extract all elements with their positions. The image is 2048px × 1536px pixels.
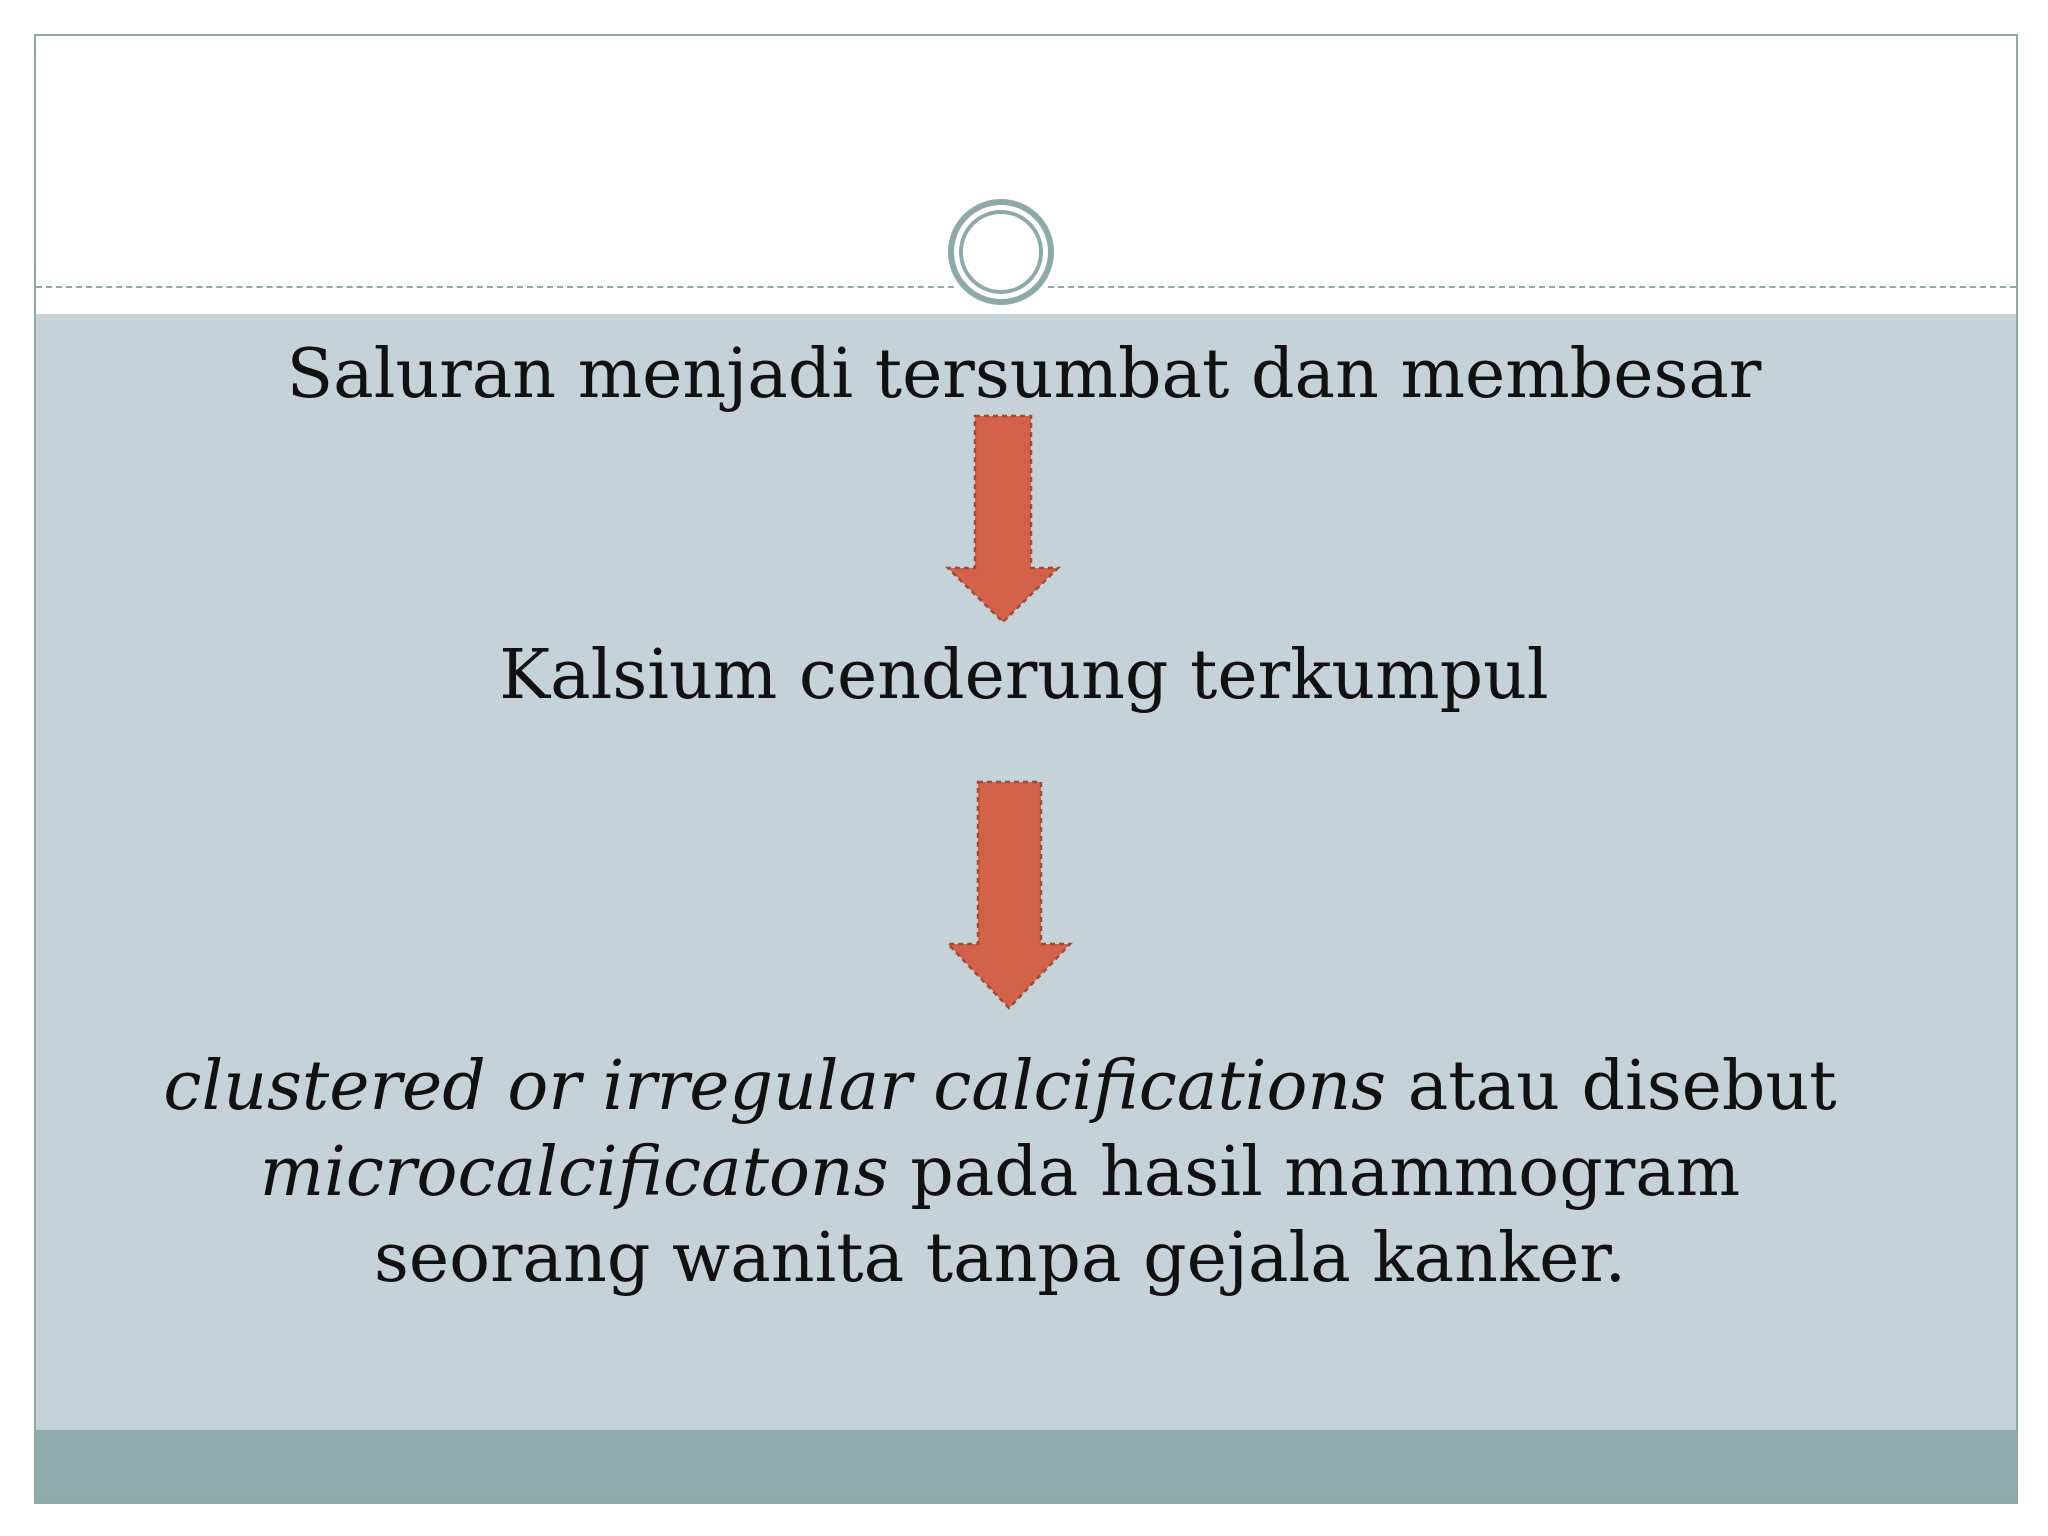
- step-3-italic-term-1: clustered or irregular calcifications: [163, 1047, 1387, 1126]
- double-circle-ornament-icon: [941, 192, 1061, 312]
- step-3-italic-term-2: microcalcificatons: [259, 1133, 889, 1212]
- slide-footer-band: [36, 1430, 2016, 1502]
- down-arrow-icon: [944, 414, 1062, 626]
- step-3-text-2: pada hasil mammogram seorang wanita tanpa gejala kanker.: [373, 1133, 1741, 1298]
- flow-step-2: Kalsium cenderung terkumpul: [499, 636, 1549, 715]
- flow-step-3: [120, 1044, 1880, 1302]
- step-3-text-1: atau disebut: [1386, 1047, 1837, 1126]
- flow-step-1: Saluran menjadi tersumbat dan membesar: [286, 335, 1762, 414]
- down-arrow-icon: [944, 780, 1074, 1012]
